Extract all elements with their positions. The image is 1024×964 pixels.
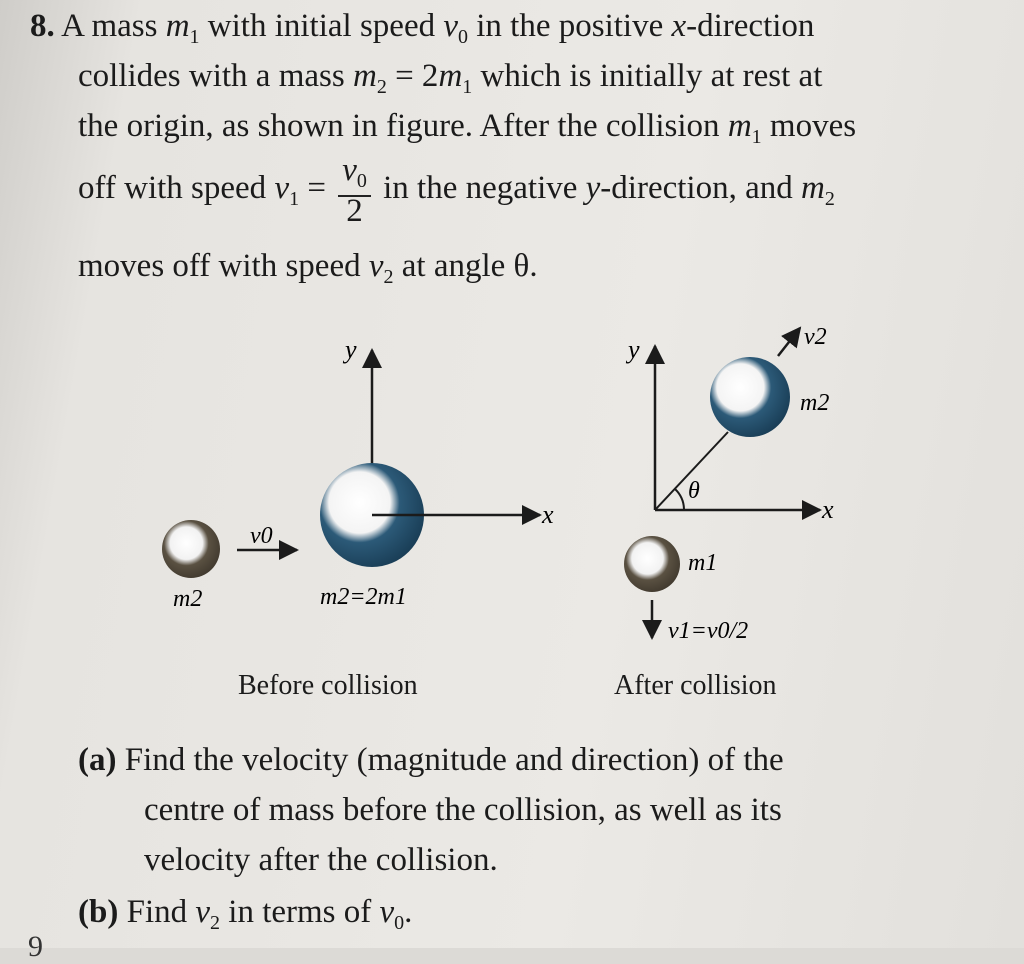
question-number: 8.	[30, 8, 55, 44]
part-b-line: (b) Find $v_2$ in terms of $v_0$.	[78, 894, 413, 934]
after-large-ball	[710, 357, 790, 437]
after-small-mass-label: m1	[688, 550, 718, 576]
after-caption: After collision	[614, 670, 777, 701]
question-line-1: 8. A mass $m_1$ with initial speed $v_0$ in the positive x-direction	[30, 8, 815, 48]
before-caption: Before collision	[238, 670, 418, 701]
after-diagram	[624, 324, 834, 644]
part-a-text-1: Find the velocity (magnitude and direction) of the	[124, 742, 784, 778]
before-diagram	[162, 335, 554, 612]
after-large-mass-label: m2	[800, 390, 830, 416]
v1-label: v1=v0/2	[668, 618, 749, 644]
before-small-ball	[162, 520, 220, 578]
question-line-2: collides with a mass $m_2 = 2m_1$ which is initially at rest at	[78, 58, 823, 98]
before-velocity-label: v0	[250, 523, 273, 549]
after-x-label: x	[822, 495, 834, 524]
question-line-3: the origin, as shown in figure. After the collision $m_1$ moves	[78, 108, 857, 148]
theta-label: θ	[688, 478, 700, 504]
question-line-5: moves off with speed $v_2$ at angle θ.	[78, 248, 538, 288]
theta-arc	[675, 489, 684, 510]
before-x-label: x	[542, 500, 554, 529]
before-large-mass-label: m2=2m1	[320, 584, 407, 610]
v0-over-2-fraction: $\frac{v_0}{2}$	[338, 156, 371, 225]
question-line-4: off with speed $v_1$ = $\frac{v_0}{2}$ in the negative y-direction, and $m_2$	[78, 152, 835, 229]
collision-figure	[0, 320, 1024, 720]
before-small-mass-label: m2	[173, 586, 203, 612]
part-a-label: (a)	[78, 742, 117, 778]
next-question-fragment: 9	[28, 930, 43, 963]
before-y-label: y	[345, 335, 357, 364]
part-b-label: (b)	[78, 894, 119, 930]
part-a-line-3: velocity after the collision.	[144, 842, 498, 878]
after-y-label: y	[628, 335, 640, 364]
part-a-line-1	[78, 740, 784, 780]
v2-arrow	[778, 328, 800, 356]
collision-diagram	[0, 320, 1024, 720]
after-small-ball	[624, 536, 680, 592]
v2-label: v2	[804, 324, 827, 350]
part-a-line-2: centre of mass before the collision, as well as its	[144, 792, 782, 828]
